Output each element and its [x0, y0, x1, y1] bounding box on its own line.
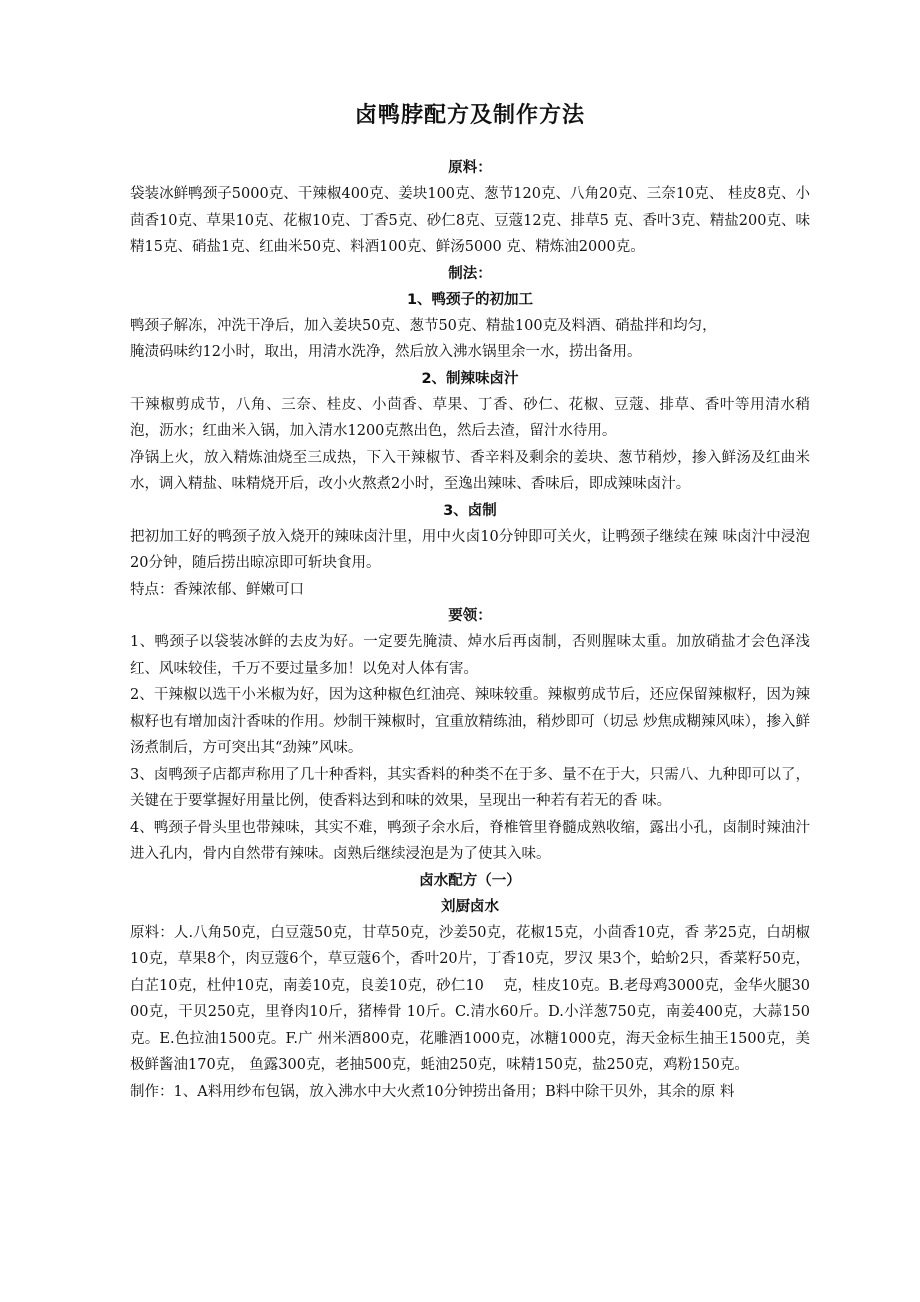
feature-line: 特点：香辣浓郁、鲜嫩可口 [130, 581, 304, 598]
liu-ingredients-paragraph: 原料：人.八角50克，白豆蔻50克，甘草50克，沙姜50克，花椒15克，小茴香10克，香 茅25克，白胡椒10克，草果8个，肉豆蔻6个，草豆蔻6个，香叶20片，丁香10克，罗汉 果3个，蛤蚧2只，香菜籽50克，白芷10克，杜仲10克，南姜10克，良姜10克，砂仁10 克，桂皮10克。B.老母鸡3000克，金华火腿3000克，干贝250克，里脊肉10斤，猪棒骨 10斤。C.清水60斤。D.小洋葱750克，南姜400克，大蒜150克。E.色拉油1500克。F.广 州米酒800克，花雕酒1000克，冰糖1000克，海天金标生抽王1500克，美极鲜酱油170克， 鱼露300克，老抽500克，蚝油250克，味精150克，盐250克，鸡粉150克。 [130, 924, 810, 1073]
heading-ingredients: 原料： [448, 160, 492, 176]
heading-step1: 1、鸭颈子的初加工 [406, 291, 534, 308]
step2-paragraph2: 净锅上火，放入精炼油烧至三成热，下入干辣椒节、香辛料及剩余的姜块、葱节稍炒，掺入鲜汤及红曲米水，调入精盐、味精烧开后，改小火熬煮2小时，至逸出辣味、香味后，即成辣味卤汁。 [130, 449, 810, 492]
tip-4: 4、鸭颈子骨头里也带辣味，其实不难，鸭颈子余水后，脊椎管里脊髓成熟收缩，露出小孔，卤制时辣油汁进入孔内，骨内自然带有辣味。卤熟后继续浸泡是为了使其入味。 [130, 819, 810, 862]
tip-3: 3、卤鸭颈子店都声称用了几十种香料，其实香料的种类不在于多、量不在于大，只需八、九种即可以了，关键在于要掌握好用量比例，使香料达到和味的效果，呈现出一种若有若无的香 味。 [130, 766, 810, 809]
heading-liu-brine: 刘厨卤水 [441, 898, 499, 915]
tip-1: 1、鸭颈子以袋装冰鲜的去皮为好。一定要先腌渍、焯水后再卤制，否则腥味太重。加放硝盐才会色泽浅红、风味较佳，千万不要过量多加！以免对人体有害。 [130, 634, 810, 677]
heading-method: 制法： [448, 265, 492, 282]
document-body [130, 98, 810, 1105]
step1-line1: 鸭颈子解冻，冲洗干净后，加入姜块50克、葱节50克、精盐100克及料酒、硝盐拌和均匀， [130, 317, 717, 334]
heading-step3: 3、卤制 [443, 502, 497, 519]
heading-step2: 2、制辣味卤汁 [421, 370, 519, 387]
step2-paragraph1: 干辣椒剪成节，八角、三奈、桂皮、小茴香、草果、丁香、砂仁、花椒、豆蔻、排草、香叶等用清水稍泡，沥水；红曲米入锅，加入清水1200克熬出色，然后去渣，留汁水待用。 [130, 396, 810, 439]
tip-2: 2、干辣椒以选干小米椒为好，因为这种椒色红油亮、辣味较重。辣椒剪成节后，还应保留辣椒籽，因为辣椒籽也有增加卤汁香味的作用。炒制干辣椒时，宜重放精练油，稍炒即可（切忌 炒焦成糊辣风味），掺入鲜汤煮制后，方可突出其“劲辣”风味。 [130, 687, 810, 756]
heading-tips: 要领： [448, 608, 492, 624]
heading-brine-recipe: 卤水配方（一） [419, 872, 521, 889]
liu-method-paragraph: 制作：1、A料用纱布包锅，放入沸水中大火煮10分钟捞出备用；B料中除干贝外，其余的原 料 [130, 1083, 735, 1100]
document-title: 卤鸭脖配方及制作方法 [354, 103, 585, 128]
ingredients-paragraph: 袋装冰鲜鸭颈子5000克、干辣椒400克、姜块100克、葱节120克、八角20克、三奈10克、 桂皮8克、小茴香10克、草果10克、花椒10克、丁香5克、砂仁8克、豆蔻12克、排草5 克、香叶3克、精盐200克、味精15克、硝盐1克、红曲米50克、料酒100克、鲜汤5000 克、精炼油2000克。 [130, 186, 810, 255]
step3-paragraph: 把初加工好的鸭颈子放入烧开的辣味卤汁里，用中火卤10分钟即可关火，让鸭颈子继续在辣 味卤汁中浸泡20分钟，随后捞出晾凉即可斩块食用。 [130, 528, 810, 571]
step1-line2: 腌渍码味约12小时，取出，用清水洗净，然后放入沸水锅里余一水，捞出备用。 [130, 344, 642, 360]
